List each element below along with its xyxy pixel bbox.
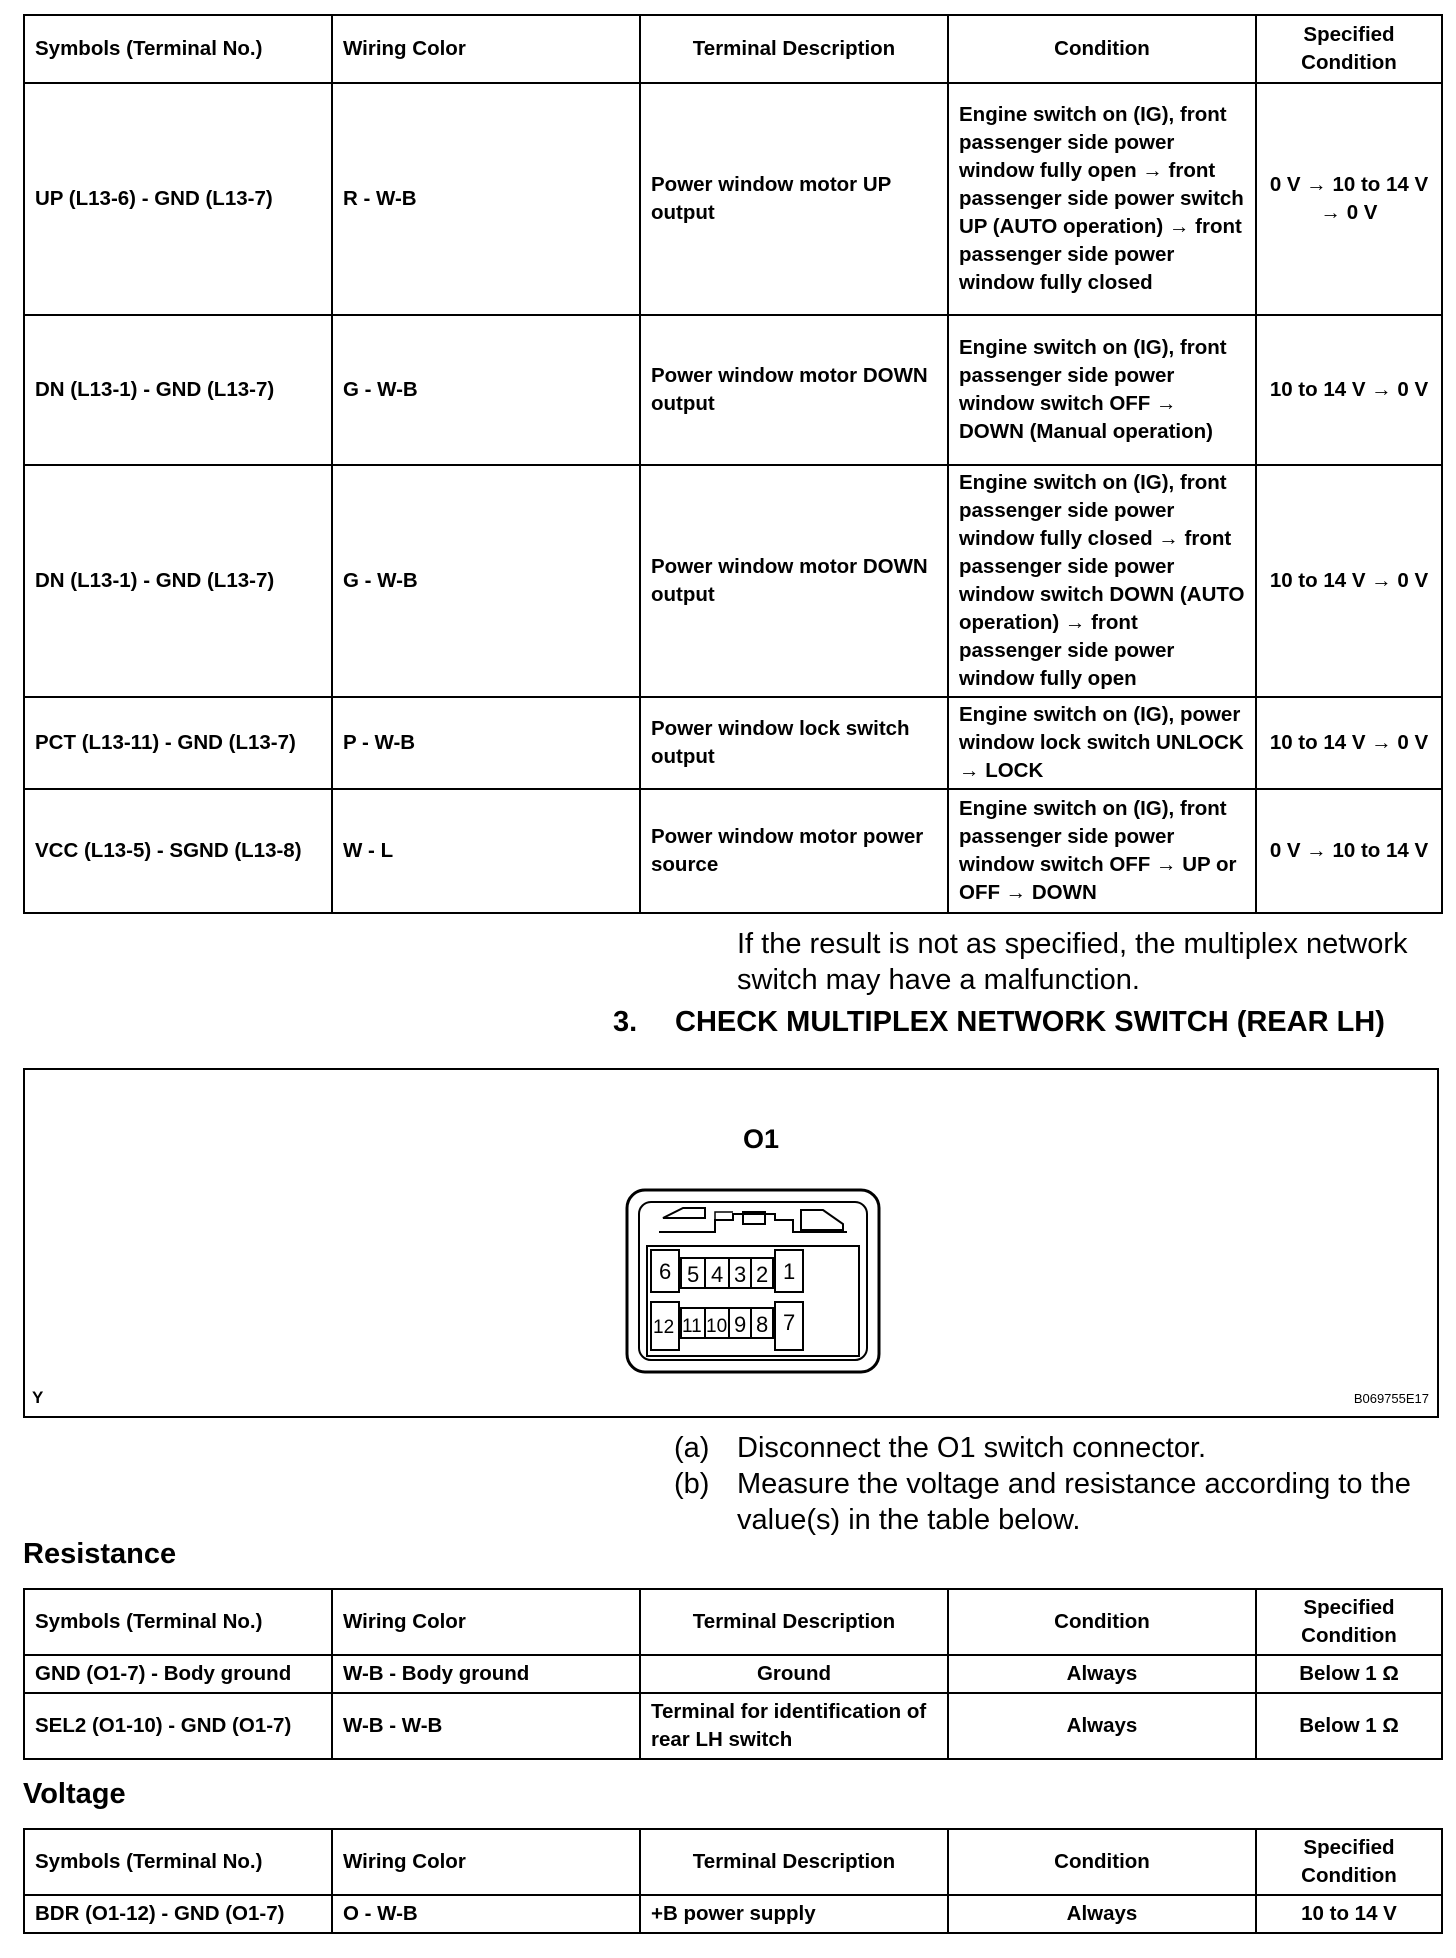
- cell-description: Power window motor power source: [640, 789, 948, 913]
- header-terminal-description: Terminal Description: [640, 1829, 948, 1895]
- cell-specified: 0 V → 10 to 14 V → 0 V: [1256, 83, 1442, 315]
- cell-specified: 10 to 14 V → 0 V: [1256, 465, 1442, 697]
- pin-8: 8: [756, 1312, 769, 1337]
- pin-7: 7: [783, 1310, 796, 1335]
- header-wiring-color: Wiring Color: [332, 1829, 640, 1895]
- cell-specified: 10 to 14 V → 0 V: [1256, 315, 1442, 465]
- header-condition: Condition: [948, 15, 1256, 83]
- cell-condition: Always: [948, 1895, 1256, 1933]
- cell-symbols: VCC (L13-5) - SGND (L13-8): [24, 789, 332, 913]
- cell-wiring: P - W-B: [332, 697, 640, 789]
- header-wiring-color: Wiring Color: [332, 1589, 640, 1655]
- header-wiring-color: Wiring Color: [332, 15, 640, 83]
- header-condition: Condition: [948, 1829, 1256, 1895]
- pin-2: 2: [756, 1262, 769, 1287]
- table-row: [24, 83, 1442, 315]
- cell-symbols: GND (O1-7) - Body ground: [24, 1655, 332, 1693]
- connector-figure: [23, 1068, 1439, 1418]
- cell-specified: 0 V → 10 to 14 V: [1256, 789, 1442, 913]
- cell-description: Power window lock switch output: [640, 697, 948, 789]
- cell-symbols: BDR (O1-12) - GND (O1-7): [24, 1895, 332, 1933]
- cell-description: +B power supply: [640, 1895, 948, 1933]
- header-terminal-description: Terminal Description: [640, 1589, 948, 1655]
- pin-6: 6: [659, 1259, 672, 1284]
- table-header-row: [24, 15, 1442, 83]
- table-row: [24, 465, 1442, 697]
- header-specified-condition: Specified Condition: [1256, 15, 1442, 83]
- instruction-label-a: (a): [674, 1432, 710, 1464]
- pin-12: 12: [653, 1317, 675, 1338]
- cell-condition: Engine switch on (IG), front passenger side power window switch OFF → UP or OFF → DOWN: [948, 789, 1256, 913]
- cell-symbols: PCT (L13-11) - GND (L13-7): [24, 697, 332, 789]
- pin-1: 1: [783, 1259, 796, 1284]
- cell-description: Power window motor DOWN output: [640, 315, 948, 465]
- cell-wiring: W-B - W-B: [332, 1693, 640, 1759]
- table-header-row: [24, 1829, 1442, 1895]
- view-letter: Y: [32, 1388, 44, 1407]
- pin-5: 5: [687, 1262, 700, 1287]
- pin-3: 3: [734, 1262, 747, 1287]
- table-row: [24, 1895, 1442, 1933]
- table-row: [24, 789, 1442, 913]
- pin-10: 10: [706, 1316, 728, 1337]
- pin-4: 4: [711, 1262, 724, 1287]
- cell-specified: Below 1 Ω: [1256, 1655, 1442, 1693]
- cell-condition: Always: [948, 1693, 1256, 1759]
- resistance-table: [23, 1588, 1443, 1760]
- table-row: [24, 1655, 1442, 1693]
- header-symbols: Symbols (Terminal No.): [24, 1589, 332, 1655]
- cell-condition: Always: [948, 1655, 1256, 1693]
- header-terminal-description: Terminal Description: [640, 15, 948, 83]
- step-title: CHECK MULTIPLEX NETWORK SWITCH (REAR LH): [675, 1006, 1385, 1038]
- cell-condition: Engine switch on (IG), front passenger side power window switch OFF → DOWN (Manual operation): [948, 315, 1256, 465]
- voltage-title: Voltage: [23, 1778, 126, 1810]
- connector-label: O1: [743, 1124, 780, 1154]
- cell-wiring: W - L: [332, 789, 640, 913]
- cell-wiring: W-B - Body ground: [332, 1655, 640, 1693]
- instruction-label-b: (b): [674, 1468, 710, 1500]
- table-row: [24, 1693, 1442, 1759]
- header-symbols: Symbols (Terminal No.): [24, 1829, 332, 1895]
- cell-symbols: UP (L13-6) - GND (L13-7): [24, 83, 332, 315]
- malfunction-note: If the result is not as specified, the multiplex network switch may have a malfunction.: [737, 928, 1408, 996]
- pin-9: 9: [734, 1312, 747, 1337]
- cell-symbols: DN (L13-1) - GND (L13-7): [24, 315, 332, 465]
- cell-description: Power window motor DOWN output: [640, 465, 948, 697]
- table-header-row: [24, 1589, 1442, 1655]
- cell-wiring: G - W-B: [332, 465, 640, 697]
- cell-specified: 10 to 14 V → 0 V: [1256, 697, 1442, 789]
- cell-wiring: R - W-B: [332, 83, 640, 315]
- header-condition: Condition: [948, 1589, 1256, 1655]
- pin-11: 11: [682, 1316, 702, 1337]
- cell-condition: Engine switch on (IG), front passenger side power window fully open → front passenger side power switch UP (AUTO operation) → front passenger side power window fully closed: [948, 83, 1256, 315]
- figure-code: B069755E17: [1353, 1391, 1429, 1406]
- header-symbols: Symbols (Terminal No.): [24, 15, 332, 83]
- resistance-title: Resistance: [23, 1538, 177, 1570]
- table-row: [24, 315, 1442, 465]
- cell-condition: Engine switch on (IG), front passenger side power window fully closed → front passenger side power window switch DOWN (AUTO operation) → front passenger side power window fully open: [948, 465, 1256, 697]
- cell-condition: Engine switch on (IG), power window lock switch UNLOCK → LOCK: [948, 697, 1256, 789]
- cell-description: Terminal for identification of rear LH switch: [640, 1693, 948, 1759]
- header-specified-condition: Specified Condition: [1256, 1829, 1442, 1895]
- header-specified-condition: Specified Condition: [1256, 1589, 1442, 1655]
- cell-description: Power window motor UP output: [640, 83, 948, 315]
- cell-symbols: SEL2 (O1-10) - GND (O1-7): [24, 1693, 332, 1759]
- table-row: [24, 697, 1442, 789]
- voltage-table: [23, 1828, 1443, 1934]
- cell-specified: Below 1 Ω: [1256, 1693, 1442, 1759]
- cell-wiring: G - W-B: [332, 315, 640, 465]
- instruction-text-b: Measure the voltage and resistance according to the value(s) in the table below.: [737, 1468, 1411, 1536]
- cell-wiring: O - W-B: [332, 1895, 640, 1933]
- cell-description: Ground: [640, 1655, 948, 1693]
- top-spec-table: [23, 14, 1443, 914]
- step-number: 3.: [613, 1006, 638, 1038]
- cell-specified: 10 to 14 V: [1256, 1895, 1442, 1933]
- connector-diagram: [625, 1188, 905, 1388]
- instruction-text-a: Disconnect the O1 switch connector.: [737, 1432, 1207, 1464]
- cell-symbols: DN (L13-1) - GND (L13-7): [24, 465, 332, 697]
